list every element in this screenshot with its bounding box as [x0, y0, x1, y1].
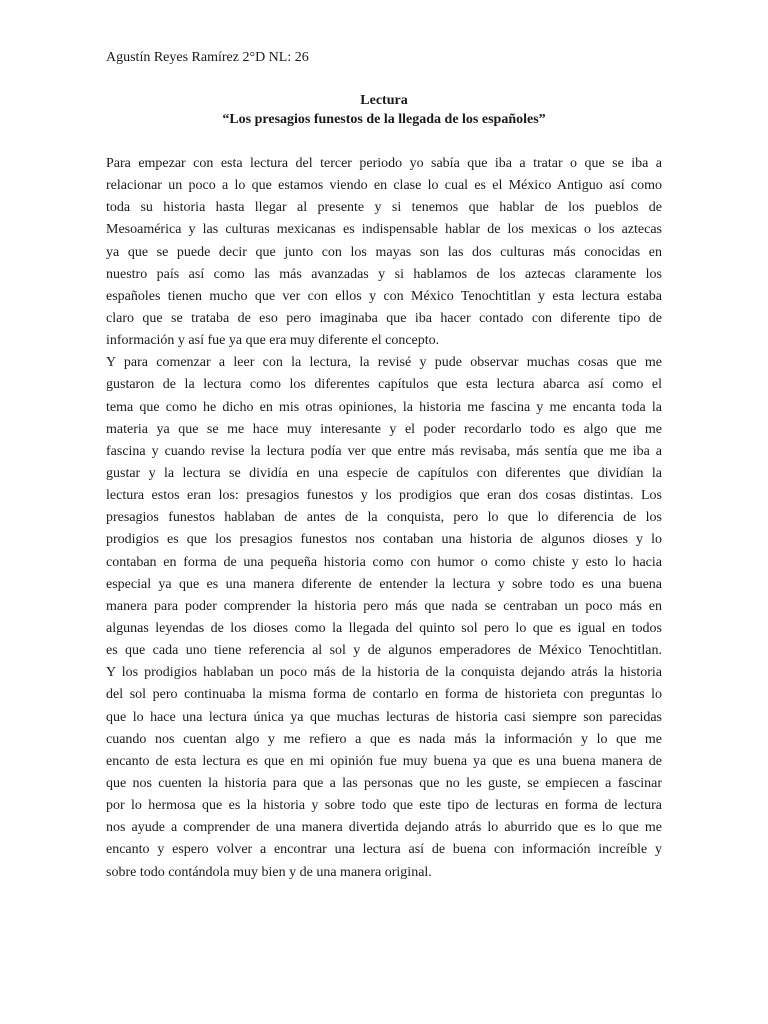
text-line: materia ya que se me hace muy interesante y el poder recordarlo todo es algo que me: [106, 421, 662, 437]
text-line: ya que se puede decir que junto con los mayas son las dos culturas más conocidas en: [106, 244, 662, 260]
text-line: prodigios es que los presagios funestos nos contaban una historia de algunos dioses y lo: [106, 532, 662, 548]
document-subtitle: “Los presagios funestos de la llegada de los españoles”: [222, 112, 546, 127]
text-line: contaban en forma de una pequeña historia como con humor o como chiste y esto lo hacia: [106, 554, 662, 570]
text-line: claro que se trataba de eso pero imaginaba que iba hacer contado con diferente tipo de: [106, 310, 662, 326]
text-line: nos ayude a comprender de una manera divertida dejando atrás lo aburrido que es lo que me: [106, 820, 662, 836]
text-line: algunas leyendas de los dioses como la llegada del quinto sol pero lo que es igual en todos: [106, 620, 662, 636]
text-line: tema que como he dicho en mis otras opiniones, la historia me fascina y me encanta toda la: [106, 399, 662, 415]
text-line: por lo hermosa que es la historia y sobre todo que este tipo de lecturas en forma de lectura: [106, 798, 662, 814]
text-line: relacionar un poco a lo que estamos viendo en clase lo cual es el México Antiguo así como: [106, 178, 662, 194]
text-line: Mesoamérica y las culturas mexicanas es indispensable hablar de los mexicas o los aztecas: [106, 222, 662, 238]
text-line: información y así fue ya que era muy diferente el concepto.: [106, 333, 440, 349]
text-line: fascina y cuando revise la lectura podía ver que entre más revisaba, más sentía que me iba a: [106, 443, 662, 459]
text-line: sobre todo contándola muy bien y de una manera original.: [106, 864, 432, 880]
text-line: lectura estos eran los: presagios funestos y los prodigios que eran dos cosas distintas. Los: [106, 488, 662, 504]
body-text: [106, 153, 662, 884]
text-line: gustar y la lectura se dividía en una especie de capítulos con diferentes que dividían la: [106, 465, 662, 481]
text-line: manera para poder comprender la historia pero más que nada se centraban un poco más en: [106, 598, 662, 614]
text-line: encanto y espero volver a encontrar una lectura así de buena con información increíble y: [106, 842, 662, 858]
text-line: Para empezar con esta lectura del tercer periodo yo sabía que iba a tratar o que se iba a: [106, 156, 662, 171]
text-line: Y los prodigios hablaban un poco más de la historia de la conquista dejando atrás la historia: [106, 665, 662, 681]
text-line: presagios funestos hablaban de antes de la conquista, pero lo que lo diferencia de los: [106, 510, 662, 526]
text-line: nuestro país así como las más avanzadas y si hablamos de los aztecas claramente los: [106, 266, 662, 282]
text-line: encanto de esta lectura es que en mi opinión fue muy buena ya que es una buena manera de: [106, 753, 662, 769]
text-line: es que cada uno tiene referencia al sol y de algunos emperadores de México Tenochtitlan.: [106, 643, 662, 659]
text-line: que lo hace una lectura única ya que muchas lecturas de historia casi siempre son parecidas: [106, 709, 662, 725]
text-line: especial ya que es una manera diferente de entender la lectura y sobre todo es una buena: [106, 576, 662, 592]
document-title: Lectura: [360, 93, 408, 108]
text-line: del sol pero continuaba la misma forma de contarlo en forma de historieta con preguntas lo: [106, 687, 662, 703]
text-line: toda su historia hasta llegar al presente y si tenemos que hablar de los pueblos de: [106, 200, 662, 216]
text-line: españoles tienen mucho que ver con ellos y con México Tenochtitlan y esta lectura estaba: [106, 288, 662, 304]
text-line: Y para comenzar a leer con la lectura, la revisé y pude observar muchas cosas que me: [106, 355, 662, 371]
text-line: gustaron de la lectura como los diferentes capítulos que esta lectura abarca así como el: [106, 377, 662, 393]
text-line: que nos cuenten la historia para que a las personas que no les guste, se empiecen a fascinar: [106, 775, 662, 791]
author-line: Agustín Reyes Ramírez 2°D NL: 26: [106, 50, 309, 65]
text-line: cuando nos cuentan algo y me refiero a que es nada más la información y lo que me: [106, 731, 662, 747]
